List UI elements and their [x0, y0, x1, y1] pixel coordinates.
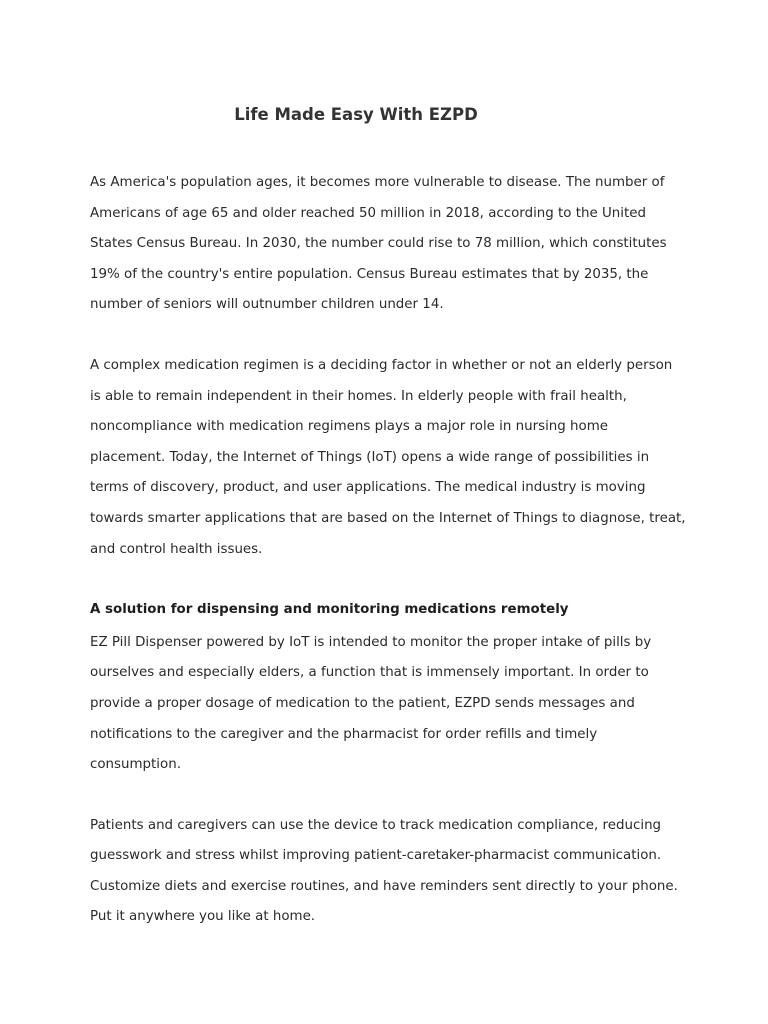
section-heading: A solution for dispensing and monitoring medications remotely	[90, 602, 569, 618]
paragraph-medication-regimen: A complex medication regimen is a deciding factor in whether or not an elderly person is able to remain independent in their homes. In elderly people with frail health, noncompliance with medication regimens plays a major role in nursing home placement. Today, the Internet of Things (IoT) opens a wide range of possibilities in terms of discovery, product, and user applications. The medical industry is moving towards smarter applications that are based on the Internet of Things to diagnose, treat, and control health issues.	[90, 357, 686, 557]
paragraph-patients-caregivers: Patients and caregivers can use the device to track medication compliance, reducing guesswork and stress whilst improving patient-caretaker-pharmacist communication. Customize diets and exercise routines, and have reminders sent directly to your phone. Put it anywhere you like at home.	[90, 817, 678, 925]
paragraph-population: As America's population ages, it becomes more vulnerable to disease. The number of Americans of age 65 and older reached 50 million in 2018, according to the United States Census Bureau. In 2030, the number could rise to 78 million, which constitutes 19% of the country's entire population. Census Bureau estimates that by 2035, the number of seniors will outnumber children under 14.	[90, 175, 667, 313]
page-title: Life Made Easy With EZPD	[234, 105, 478, 124]
paragraph-ezpd-description: EZ Pill Dispenser powered by IoT is intended to monitor the proper intake of pills by ourselves and especially elders, a function that is immensely important. In order to provide a proper dosage of medication to the patient, EZPD sends messages and notifications to the caregiver and the pharmacist for order refills and timely consumption.	[90, 634, 652, 773]
document-body	[90, 168, 686, 963]
